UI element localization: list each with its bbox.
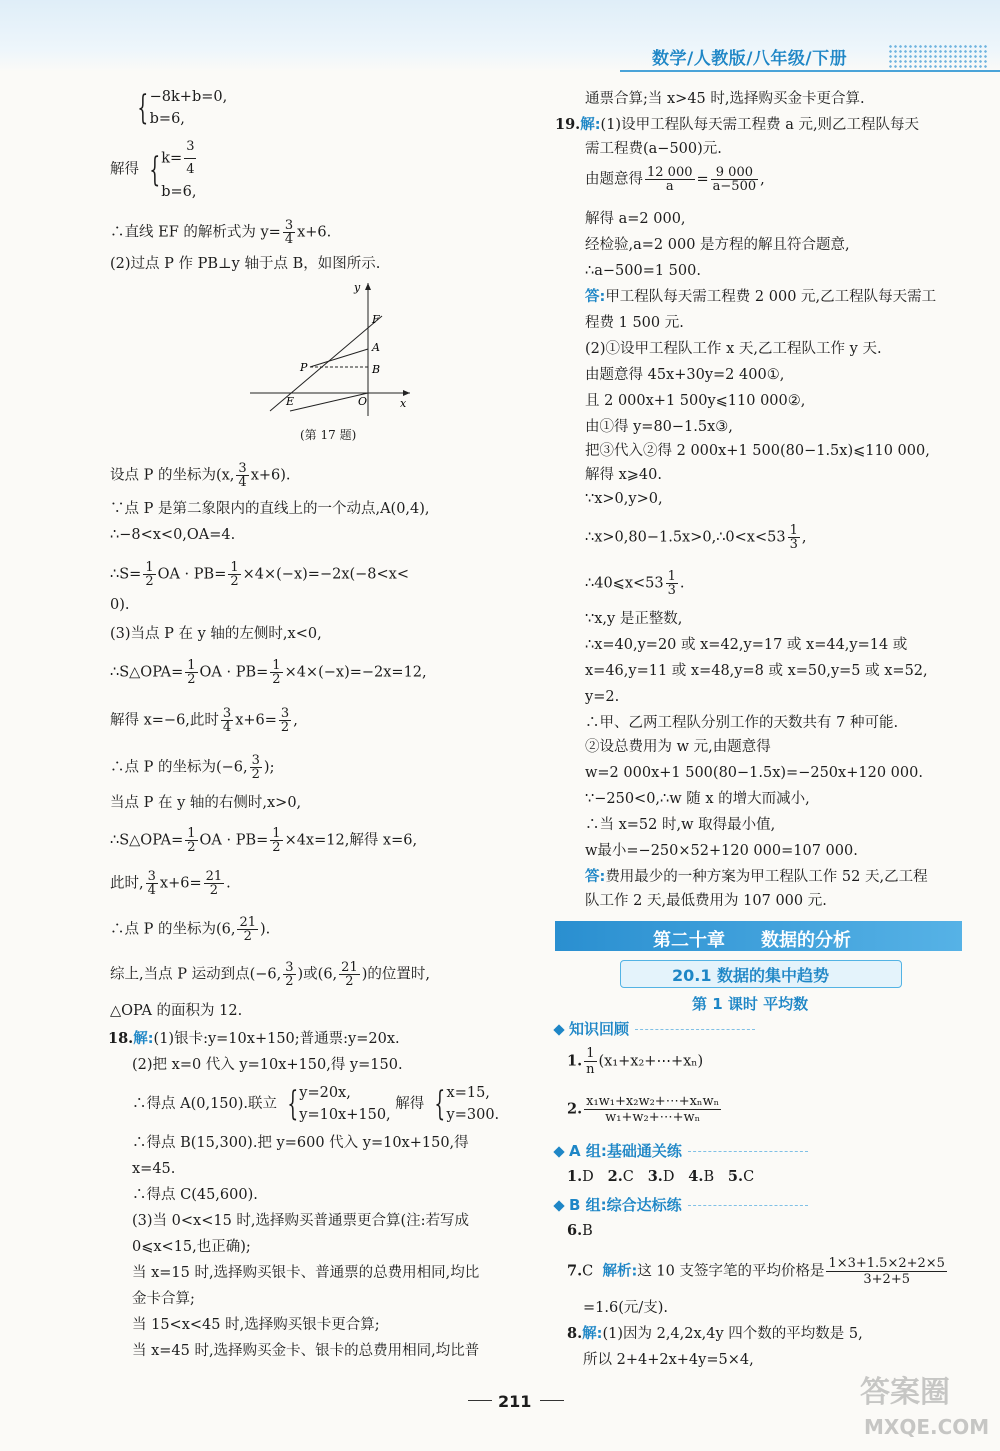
chapter-number: 第二十章 [653, 930, 725, 951]
text-line: 0). [110, 597, 130, 613]
tag-group-a: A 组:基础通关练 [555, 1140, 808, 1161]
text-line: x=46,y=11 或 x=48,y=8 或 x=50,y=5 或 x=52, [585, 663, 928, 679]
q19-answer-1: 答:甲工程队每天需工程费 2 000 元,乙工程队每天需工 [585, 289, 937, 305]
text-line: ②设总费用为 w 元,由题意得 [585, 739, 771, 755]
text-line: (2)①设甲工程队工作 x 天,乙工程队工作 y 天. [585, 341, 882, 357]
solve-1: 解得 {k= $\frac{3}{4}$ b=6, [110, 136, 198, 203]
text-line: (3)当点 P 在 y 轴的左侧时,x<0, [110, 626, 322, 642]
text-line: 当 x=15 时,选择购买银卡、普通票的总费用相同,均比 [132, 1265, 480, 1281]
fig-label: x [400, 397, 407, 410]
text-line: =1.6(元/支). [583, 1300, 669, 1316]
svg-text:MXQE.COM: MXQE.COM [864, 1415, 990, 1439]
point-p-2: ∴点 P 的坐标为(6, $\frac{21}{2}$ ). [110, 915, 271, 944]
page-number: 211 [498, 1392, 532, 1411]
b7: 7.C 解析:这 10 支签字笔的平均价格是 $\frac{1\times 3+1.5\times 2+2\times 5}{3+2+5}$ [567, 1256, 945, 1287]
tag-group-b: B 组:综合达标练 [555, 1194, 808, 1215]
text-line: 经检验,a=2 000 是方程的解且符合题意, [585, 237, 850, 253]
text-line: (2)把 x=0 代入 y=10x+150,得 y=150. [132, 1057, 403, 1073]
review-2: 2. $\frac{\text{x₁w₁+x₂w₂+⋯+xₙwₙ}}{\text{w₁+w₂+⋯+wₙ}}$ [567, 1094, 720, 1125]
review-1: 1. $\frac{1}{n}$ (x₁+x₂+⋯+xₙ) [567, 1046, 704, 1077]
q19-range-2: ∴40⩽x<53 $\frac{1}{3}$ . [585, 569, 685, 598]
text-line: 队工作 2 天,最低费用为 107 000 元. [585, 893, 827, 909]
chapter-banner [555, 921, 962, 951]
text-line: 把③代入②得 2 000x+1 500(80−1.5x)⩽110 000, [585, 443, 930, 459]
header-dot-pattern [888, 44, 988, 68]
text-line: 程费 1 500 元. [585, 315, 684, 331]
fig-label: B [372, 363, 381, 376]
text-line: ∴a−500=1 500. [585, 263, 701, 279]
at-this: 此时, $\frac{3}{4}$ x+6= $\frac{21}{2}$ . [110, 869, 231, 898]
area-formula: ∴S= $\frac{1}{2}$ OA · PB= $\frac{1}{2}$ ×4×(−x)=−2x(−8<x< [110, 560, 409, 589]
text-line: 解得 a=2 000, [585, 211, 686, 227]
text-line: 当 15<x<45 时,选择购买银卡更合算; [132, 1317, 380, 1333]
text-line: 当 x=45 时,选择购买金卡、银卡的总费用相同,均比普 [132, 1343, 480, 1359]
text-line: w最小=−250×52+120 000=107 000. [585, 843, 858, 859]
text-line: ∴−8<x<0,OA=4. [110, 527, 236, 543]
text-line: ∵点 P 是第二象限内的直线上的一个动点,A(0,4), [110, 501, 430, 517]
text-line: ∴甲、乙两工程队分别工作的天数共有 7 种可能. [585, 715, 899, 731]
text-line: (3)当 0<x<15 时,选择购买普通票更合算(注:若写成 [132, 1213, 470, 1229]
figure-17-graph [250, 281, 420, 421]
q18-line-1: 18.解:(1)银卡:y=10x+150;普通票:y=20x. [108, 1030, 400, 1047]
header-rule [620, 70, 1000, 72]
area-formula-2: ∴S△OPA= $\frac{1}{2}$ OA · PB= $\frac{1}{2}$ ×4×(−x)=−2x=12, [110, 658, 427, 687]
text-line: ∴x=40,y=20 或 x=42,y=17 或 x=44,y=14 或 [585, 637, 908, 653]
solve-x: 解得 x=−6,此时 $\frac{3}{4}$ x+6= $\frac{3}{2}$ , [110, 706, 298, 735]
section-title: 20.1 数据的集中趋势 [672, 966, 830, 985]
q19-answer-2: 答:费用最少的一种方案为甲工程队工作 52 天,乙工程 [585, 869, 928, 885]
lesson-title: 第 1 课时 平均数 [692, 995, 809, 1013]
fig-label: E [286, 395, 295, 408]
summary: 综上,当点 P 运动到点(−6, $\frac{3}{2}$ )或(6, $\frac{21}{2}$ )的位置时, [110, 960, 430, 989]
running-header-title: 数学/人教版/八年级/下册 [652, 49, 848, 69]
page-dash-left [468, 1400, 492, 1401]
watermark-logo [850, 1362, 990, 1442]
header-band [0, 0, 1000, 72]
text-line: 由①得 y=80−1.5x③, [585, 419, 733, 435]
fig-label: P [300, 361, 308, 374]
diamond-icon [553, 1146, 564, 1157]
b8: 8.解:(1)因为 2,4,2x,4y 四个数的平均数是 5, [567, 1325, 863, 1342]
coord-p: 设点 P 的坐标为(x, $\frac{3}{4}$ x+6). [110, 461, 291, 490]
text-line: ∵x>0,y>0, [585, 491, 663, 507]
q19-range: ∴x>0,80−1.5x>0,∴0<x<53 $\frac{1}{3}$ , [585, 523, 807, 552]
fig-label: A [372, 341, 380, 354]
fig-label: F [372, 313, 380, 326]
figure-caption: (第 17 题) [300, 428, 357, 442]
point-p-1: ∴点 P 的坐标为(−6, $\frac{3}{2}$ ); [110, 753, 275, 782]
text-line: w=2 000x+1 500(80−1.5x)=−250x+120 000. [585, 765, 923, 781]
text-line: 由题意得 45x+30y=2 400①, [585, 367, 785, 383]
tag-review: 知识回顾 [555, 1018, 755, 1039]
text-line: 当点 P 在 y 轴的右侧时,x>0, [110, 795, 302, 811]
q19-line-1: 19.解:(1)设甲工程队每天需工程费 a 元,则乙工程队每天 [555, 116, 920, 133]
diamond-icon [553, 1200, 564, 1211]
text-line: 所以 2+4+2x+4y=5×4, [583, 1352, 754, 1368]
chapter-title: 数据的分析 [761, 930, 851, 951]
text-line: 0⩽x<15,也正确); [132, 1239, 251, 1255]
text-line: 金卡合算; [132, 1291, 195, 1307]
text-line: 解得 x⩾40. [585, 467, 662, 483]
b6: 6.B [567, 1222, 593, 1239]
text-line: 通票合算;当 x>45 时,选择购买金卡更合算. [585, 91, 865, 107]
text-line: △OPA 的面积为 12. [110, 1003, 243, 1019]
text-line: ∴当 x=52 时,w 取得最小值, [585, 817, 776, 833]
text-line: y=2. [585, 689, 620, 705]
text-line: x=45. [132, 1161, 176, 1177]
text-line: ∵−250<0,∴w 随 x 的增大而减小, [585, 791, 810, 807]
q18-system: ∴得点 A(0,150).联立 {y=20x, y=10x+150, 解得 {x=15, y=300. [132, 1084, 500, 1124]
diamond-icon [553, 1024, 564, 1035]
q19-equation: 由题意得 $\frac{12 000}{a}$ = $\frac{9 000}{a-500}$ , [585, 165, 765, 194]
svg-text:答案圈: 答案圈 [860, 1375, 950, 1410]
text-line: ∵x,y 是正整数, [585, 611, 683, 627]
page-dash-right [540, 1400, 564, 1401]
group-a-answers: 1.D 2.C 3.D 4.B 5.C [567, 1168, 755, 1185]
fig-label: y [354, 281, 361, 294]
ef-line: ∴直线 EF 的解析式为 y= $\frac{3}{4}$ x+6. [110, 218, 332, 247]
text-line: ∴得点 C(45,600). [132, 1187, 258, 1203]
text-line: ∴得点 B(15,300).把 y=600 代入 y=10x+150,得 [132, 1135, 469, 1151]
text-line: 需工程费(a−500)元. [585, 141, 722, 157]
fig-label: O [358, 395, 368, 408]
text-line: 且 2 000x+1 500y⩽110 000②, [585, 393, 806, 409]
area-formula-3: ∴S△OPA= $\frac{1}{2}$ OA · PB= $\frac{1}{2}$ ×4x=12,解得 x=6, [110, 826, 418, 855]
system-1: {−8k+b=0, b=6, [137, 88, 228, 128]
part2-intro: (2)过点 P 作 PB⊥y 轴于点 B，如图所示. [110, 256, 381, 272]
